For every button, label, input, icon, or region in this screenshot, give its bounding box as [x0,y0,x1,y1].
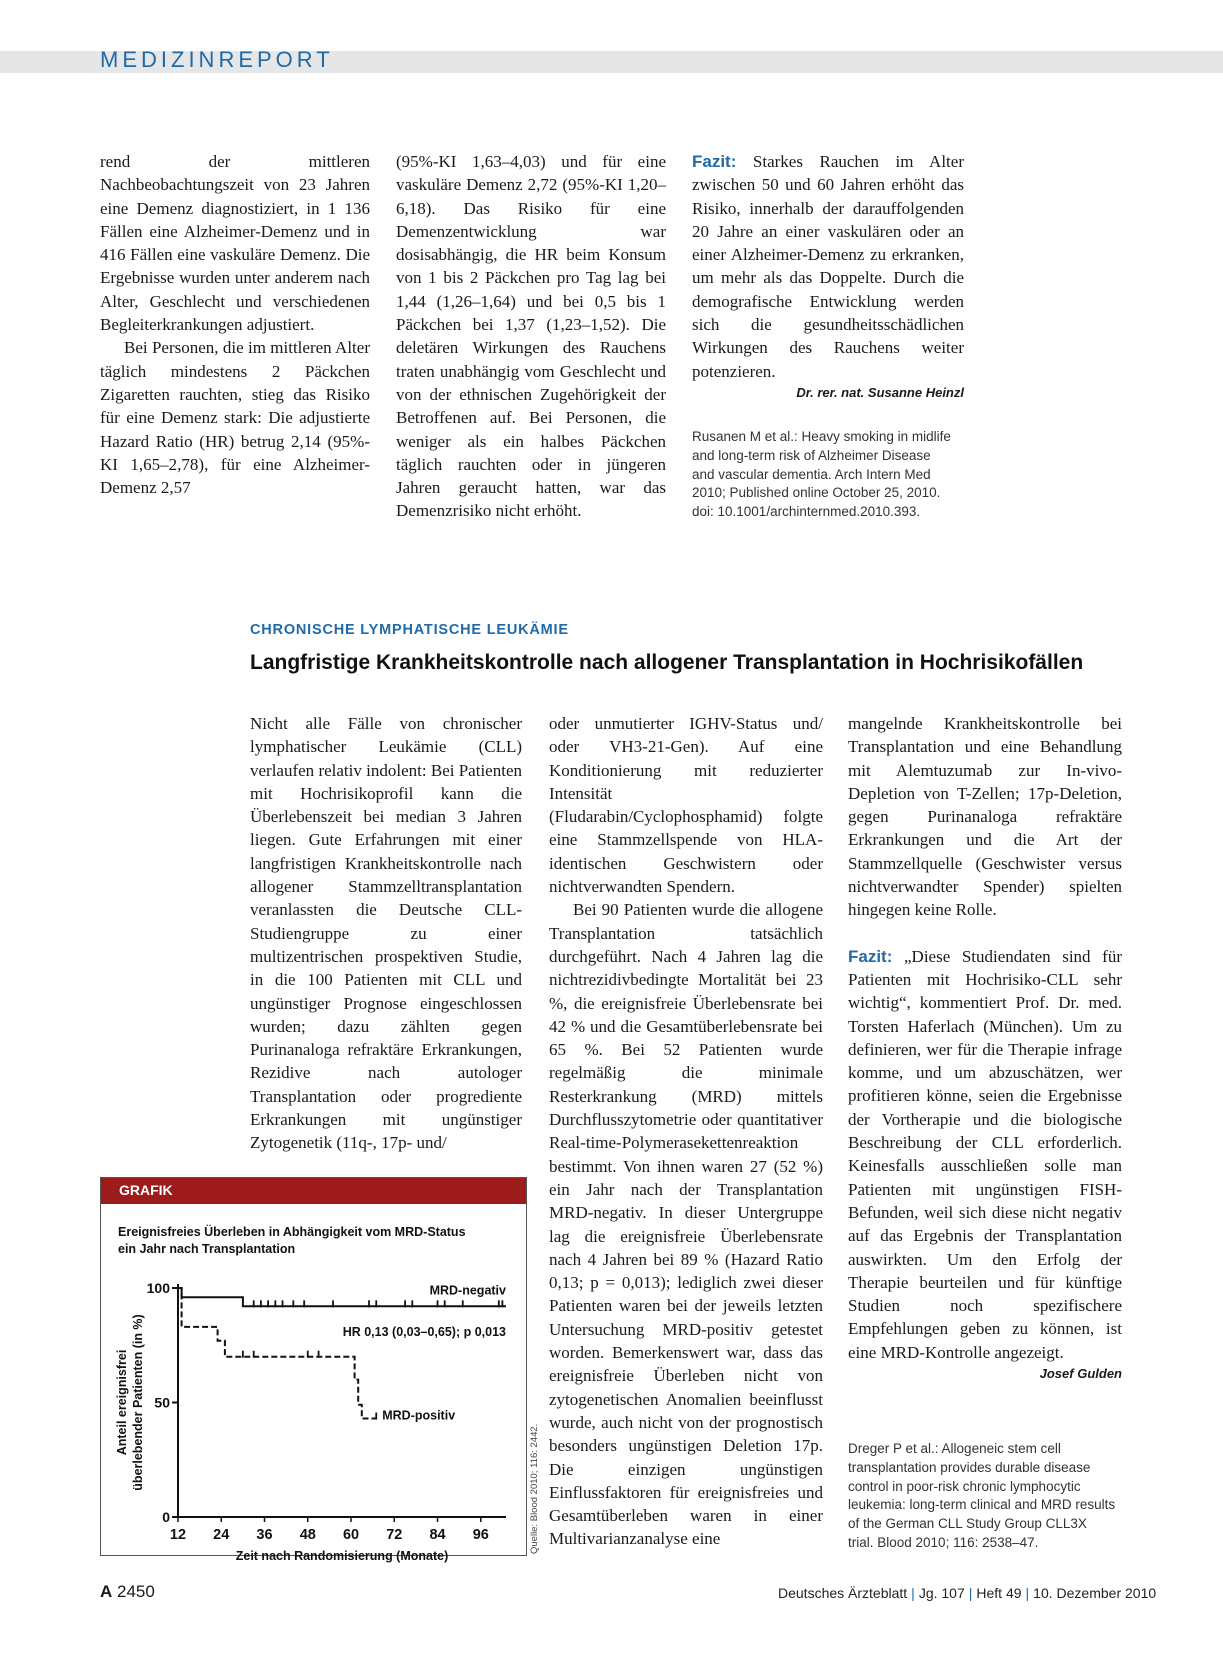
series-label-mrd-negativ: MRD-negativ [429,1283,506,1298]
fazit-text: Starkes Rauchen im Alter zwischen 50 und 60 Jahren erhöht das Risiko, innerhalb der darauffolgenden 20 Jahre an einer vaskulären oder an einer Alzheimer-Demenz zu erkranken, um mehr als das Doppelte. Durch die demografische Entwicklung werden sich die gesundheitsschädlichen Wirkungen des Rauchens weiter potenzieren. [692,152,964,381]
fazit-paragraph [848,945,1122,1364]
article2-column-2 [549,712,823,1551]
paragraph: mangelnde Krankheitskontrolle bei Transplantation und eine Behandlung mit Alemtuzumab zur In-vivo-Depletion von T-Zellen; 17p-Deletion, gegen Purinanaloga refraktäre Erkrankungen und die Art der Stammzellquelle (Geschwister versus nichtverwandter Spender) spielten hingegen keine Rolle. [848,714,1122,920]
section-label: MEDIZINREPORT [100,47,334,72]
y-axis-label: überlebender Patienten (in %) [131,1314,145,1491]
author: Josef Gulden [1039,1366,1122,1382]
x-tick-label: 60 [342,1527,360,1543]
x-tick-label: 36 [256,1527,273,1543]
hazard-ratio-annotation: HR 0,13 (0,03–0,65); p 0,013 [342,1324,506,1339]
journal-name: Deutsches Ärzteblatt [778,1585,908,1601]
y-tick-label: 0 [162,1509,170,1525]
x-tick-label: 48 [299,1527,316,1543]
x-axis-label: Zeit nach Randomisierung (Monate) [235,1549,449,1563]
x-tick-label: 72 [386,1527,403,1543]
page-number [100,1582,155,1602]
reference: Dreger P et al.: Allogeneic stem cell transplantation provides durable disease control in poor-risk chronic lymphocytic leukemia: long-term clinical and MRD results of the German CLL Study Group CLL3X trial. Blood 2010; 116: 2538–47. [848,1441,1116,1550]
x-tick-label: 24 [213,1527,230,1543]
y-tick-label: 50 [154,1394,170,1411]
chart-title: ein Jahr nach Transplantation [118,1242,296,1256]
fazit-text: „Diese Studiendaten sind für Patienten mit Hochrisiko-CLL sehr wichtig“, kommentiert Prof. Dr. med. Torsten Haferlach (München). Um zu definieren, wer für die Therapie infrage komme, und um abzuschätzen, wer profitieren könne, seien die Ergebnisse der Vortherapie und die biologische Beschreibung der CLL erforderlich. Keinesfalls ausschließen solle man Patienten mit ungünstigen FISH-Befunden, weil sich diese nicht negativ auf das Ergebnis der Transplantation auswirkten. Um den Erfolg der Therapie beurteilen und für künftige Studien noch spezifischere Empfehlungen geben zu können, ist eine MRD-Kontrolle angezeigt. [848,946,1122,1362]
paragraph: Bei Personen, die im mittleren Alter täglich mindestens 2 Päckchen Zigaretten rauchten, stieg das Risiko für eine Demenz stark: Die adjustierte Hazard Ratio (HR) betrug 2,14 (95%-KI 1,65–2,78), für eine Alzheimer-Demenz 2,57 [100,338,370,498]
y-tick-label: 100 [146,1280,170,1296]
y-axis-label: Anteil ereignisfrei [115,1349,129,1456]
journal-issue: Heft 49 [976,1585,1022,1601]
journal-volume: Jg. 107 [918,1585,965,1601]
reference: Rusanen M et al.: Heavy smoking in midlife and long-term risk of Alzheimer Disease and vascular dementia. Arch Intern Med 2010; Published online October 25, 2010. doi: 10.1001/archinternmed.2010.393. [692,429,951,520]
paragraph: Nicht alle Fälle von chronischer lymphatischer Leukämie (CLL) verlaufen relativ indolent: Bei Patienten mit Hochrisikoprofil kann die Überlebenszeit bei median 3 Jahren liegen. Gute Erfahrungen mit einer langfristigen Krankheitskontrolle nach allogener Stammzelltransplantation veranlassten die Deutsche CLL-Studiengruppe zu einer multizentrischen prospektiven Studie, in die 100 Patienten mit CLL und ungünstiger Prognose eingeschlossen wurden; dazu zählten gegen Purinanaloga refraktäre Erkrankungen, Rezidive nach autologer Transplantation oder progrediente Erkrankungen mit ungünstiger Zytogenetik (11q-, 17p- und/ [250,714,522,1153]
author: Dr. rer. nat. Susanne Heinzl [796,384,964,400]
series-label-mrd-positiv: MRD-positiv [382,1408,456,1423]
article-kicker: CHRONISCHE LYMPHATISCHE LEUKÄMIE [250,622,569,638]
journal-date: 10. Dezember 2010 [1033,1585,1157,1601]
paragraph: (95%-KI 1,63–4,03) und für eine vaskuläre Demenz 2,72 (95%-KI 1,20–6,18). Das Risiko für eine Demenzentwicklung war dosisabhängig, die HR beim Konsum von 1 bis 2 Päckchen pro Tag lag bei 1,44 (1,26–1,64) und bei 0,5 bis 1 Päckchen bei 1,37 (1,23–1,52). Die deletären Wirkungen des Rauchens traten unabhängig vom Geschlecht und von der ethnischen Zugehörigkeit der Betroffenen auf. Bei Personen, die weniger als ein halbes Päckchen täglich rauchten oder in jüngeren Jahren geraucht hatten, war das Demenzrisiko nicht erhöht. [396,152,666,521]
fazit-paragraph [692,150,964,383]
figure-box [100,1177,527,1563]
curve-mrd-positiv [178,1288,376,1419]
paragraph: oder unmutierter IGHV-Status und/ oder VH3-21-Gen). Auf eine Konditionierung mit reduzierter Intensität (Fludarabin/Cyclophosphamid) folgte eine Stammzellspende von HLA-identischen Geschwistern oder nichtverwandten Spendern. [549,714,823,897]
page-number-value: 2450 [117,1582,155,1601]
x-tick-label: 96 [472,1527,489,1543]
fazit-label: Fazit: [692,152,737,171]
article2-column-3 [848,712,1122,1384]
footer-journal: Deutsches Ärzteblatt | Jg. 107 | Heft 49 | 10. Dezember 2010 [778,1585,1157,1601]
paragraph: Bei 90 Patienten wurde die allogene Transplantation tatsächlich durchgeführt. Nach 4 Jahren lag die nichtrezidivbedingte Mortalität bei 23 %, die ereignisfreie Überlebensrate bei 42 % und die Gesamtüberlebensrate bei 65 %. Bei 52 Patienten wurde regelmäßig die minimale Resterkrankung (MRD) mittels Durchflusszytometrie oder quantitativer Real-time-Polymerasekettenreaktion bestimmt. Von ihnen waren 27 (52 %) ein Jahr nach der Transplantation MRD-negativ. In dieser Untergruppe lag die ereignisfreie Überlebensrate nach 4 Jahren bei 89 % (Hazard Ratio 0,13; p = 0,013); lediglich zwei dieser Patienten waren bei der jeweils letzten Untersuchung MRD-positiv getestet worden. Bemerkenswert war, dass das ereignisfreie Überleben nicht von zytogenetischen Anomalien beeinflusst wurde, auch nicht von der prognostisch besonders ungünstigen Deletion 17p. Die einzigen ungünstigen Einflussfaktoren für ereignisfreies und Gesamtüberleben waren in einer Multivarianzanalyse eine [549,900,823,1549]
article1-column-2 [396,150,666,523]
fazit-label: Fazit: [848,946,893,966]
article-headline: Langfristige Krankheitskontrolle nach allogener Transplantation in Hochrisikofällen [250,651,1084,674]
km-chart [101,1204,526,1563]
figure-label: GRAFIK [119,1182,173,1198]
chart-title: Ereignisfreies Überleben in Abhängigkeit vom MRD-Status [118,1225,466,1239]
article1-column-3 [692,150,964,403]
article1-column-1 [100,150,370,499]
paragraph: rend der mittleren Nachbeobachtungszeit von 23 Jahren eine Demenz diagnostiziert, in 1 136 Fällen eine Alzheimer-Demenz und in 416 Fällen eine vaskuläre Demenz. Die Ergebnisse wurden unter anderem nach Alter, Geschlecht und verschiedenen Begleiterkrankungen adjustiert. [100,152,370,335]
x-tick-label: 84 [429,1527,446,1543]
figure-source [526,1423,542,1554]
figure-source-text: Quelle: Blood 2010; 116: 2442. [529,1423,540,1554]
x-tick-label: 12 [169,1527,187,1543]
article2-column-1 [250,712,522,1155]
figure-header [101,1178,526,1204]
page-prefix: A [100,1582,113,1601]
